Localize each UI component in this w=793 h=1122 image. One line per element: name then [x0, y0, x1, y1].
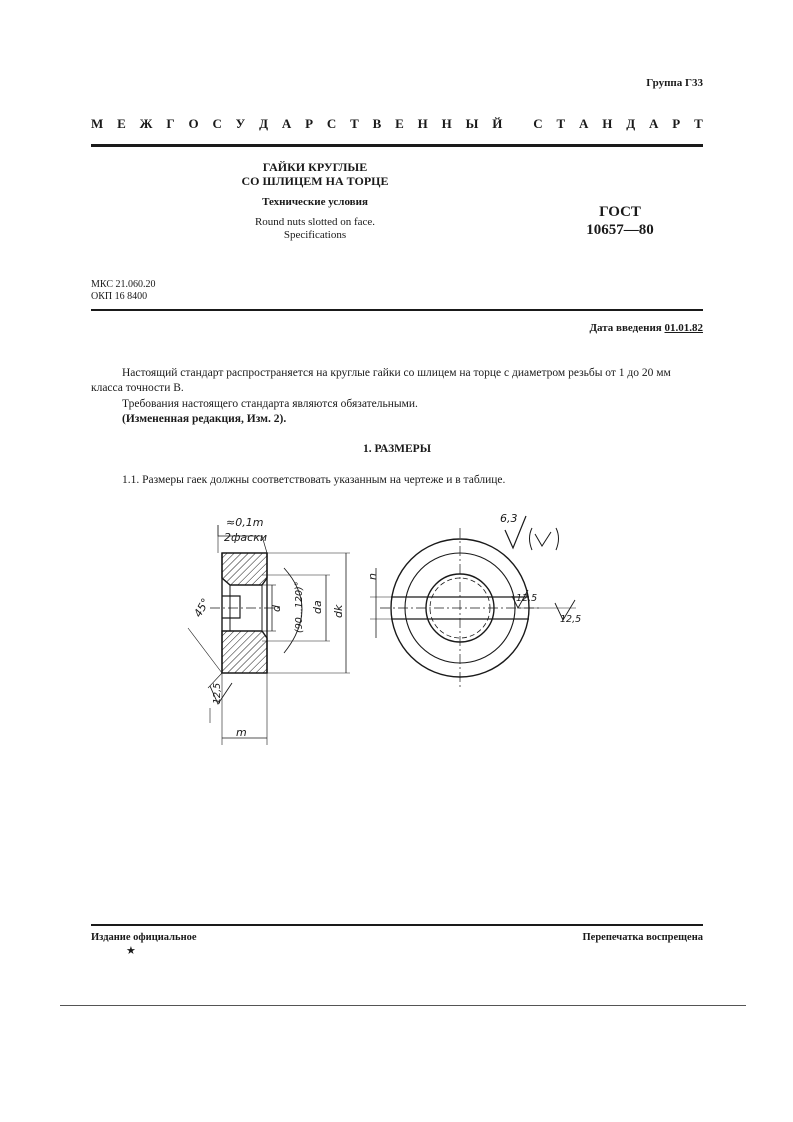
title-english-1: Round nuts slotted on face.: [254, 216, 376, 228]
banner-letter: Н: [441, 116, 452, 131]
banner-letter: Ж: [139, 116, 153, 131]
title-english-2: Specifications: [283, 229, 347, 241]
chamfer-note-2: 2фаски: [224, 531, 267, 544]
banner-letter: У: [235, 116, 246, 131]
gost-number: 10657—80: [586, 222, 654, 238]
dim-d-label: d: [270, 605, 283, 612]
intro-date-value: 01.01.82: [664, 322, 703, 334]
paragraph-dimensions: 1.1. Размеры гаек должны соответствовать указанным на чертеже и в таблице.: [122, 474, 506, 486]
classification-codes: [91, 279, 155, 303]
document-page: [18, 0, 775, 1003]
banner-letter: Г: [166, 116, 175, 131]
banner-letter: Д: [259, 116, 269, 131]
banner-letter: [516, 116, 519, 132]
angle-45-label: 45°: [191, 596, 213, 620]
header-rule: [91, 144, 703, 147]
okp-code: ОКП 16 8400: [91, 291, 148, 302]
nut-drawing: [180, 508, 600, 753]
paragraph-mandatory: Требования настоящего стандарта являются обязательными.: [122, 398, 418, 410]
banner-letter: Р: [672, 116, 681, 131]
title-line-1: ГАЙКИ КРУГЛЫЕ: [262, 160, 368, 174]
banner-letter: М: [91, 116, 104, 131]
gost-label: ГОСТ: [599, 204, 641, 220]
rough-left-label: 12,5: [212, 682, 223, 704]
footer-rule: [91, 924, 703, 926]
section-view: [188, 525, 350, 745]
page-bottom-edge: [60, 1005, 746, 1006]
top-view: [370, 516, 576, 688]
standard-banner: [91, 116, 703, 132]
rough-right-label: 12,5: [560, 614, 582, 625]
banner-letter: Ы: [465, 116, 479, 131]
banner-letter: Н: [417, 116, 428, 131]
banner-letter: А: [649, 116, 659, 131]
banner-letter: С: [326, 116, 337, 131]
banner-letter: Т: [350, 116, 359, 131]
star-mark: ★: [126, 945, 136, 957]
banner-letter: Н: [602, 116, 613, 131]
group-label: Группа Г33: [646, 77, 703, 89]
dim-dk-label: dk: [332, 604, 345, 618]
paragraph-scope: Настоящий стандарт распространяется на круглые гайки со шлицем на торце с диаметром резьбы от 1 до 20 мм класса точности В.: [91, 367, 671, 394]
banner-letter: Е: [395, 116, 404, 131]
banner-letter: А: [281, 116, 292, 131]
intro-date-label: Дата введения: [589, 322, 662, 334]
banner-letter: Е: [117, 116, 126, 131]
codes-rule: [91, 309, 703, 311]
banner-letter: А: [579, 116, 589, 131]
banner-letter: С: [533, 116, 543, 131]
banner-letter: С: [212, 116, 222, 131]
dim-da-label: da: [311, 600, 324, 614]
section-labels: [191, 516, 345, 739]
section-title: 1. РАЗМЕРЫ: [363, 443, 431, 455]
chamfer-note-1: ≈0,1m: [226, 516, 264, 529]
dim-n-label: n: [366, 573, 379, 580]
intro-date: [500, 322, 703, 334]
title-line-2: СО ШЛИЦЕМ НА ТОРЦЕ: [241, 174, 389, 188]
banner-letter: Р: [305, 116, 314, 131]
banner-letter: Т: [694, 116, 703, 131]
dim-m-label: m: [236, 726, 247, 739]
title-subtitle: Технические условия: [262, 196, 368, 208]
footer-reprint-prohibited: Перепечатка воспрещена: [582, 932, 703, 943]
banner-letter: Т: [556, 116, 566, 131]
rough-main-label: 6,3: [500, 512, 518, 525]
rough-slot-label: 12,5: [516, 593, 538, 604]
banner-letter: О: [188, 116, 199, 131]
footer-official-edition: Издание официальное: [91, 932, 197, 943]
mks-code: МКС 21.060.20: [91, 279, 156, 290]
banner-letter: В: [372, 116, 382, 131]
dim-angle-label: (90...120)°: [294, 581, 305, 633]
paragraph-amendment: (Измененная редакция, Изм. 2).: [122, 413, 287, 425]
banner-letter: Д: [626, 116, 636, 131]
title-block: [220, 160, 410, 242]
gost-block: [575, 203, 665, 239]
banner-letter: Й: [492, 116, 503, 131]
